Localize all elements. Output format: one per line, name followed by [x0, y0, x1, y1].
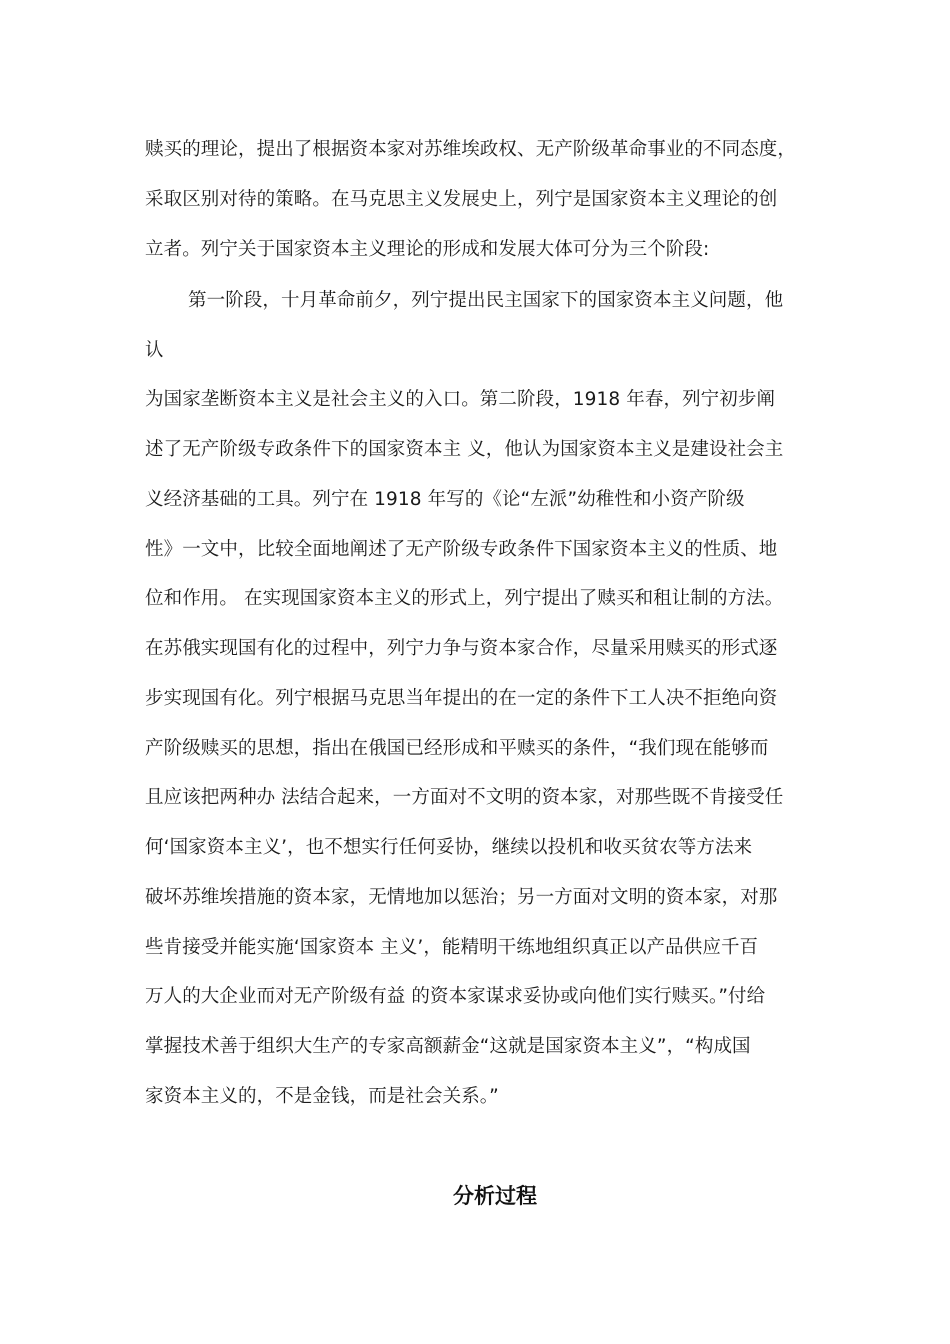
- body-text-line: 些肯接受并能实施‘国家资本 主义’，能精明干练地组织真正以产品供应千百: [145, 937, 759, 958]
- body-text-line: 何‘国家资本主义’，也不想实行任何妥协，继续以投机和收买贫农等方法来: [145, 837, 753, 858]
- body-text-line: 为国家垄断资本主义是社会主义的入口。第二阶段，1918 年春，列宁初步阐: [145, 389, 776, 410]
- body-text-line: 步实现国有化。列宁根据马克思当年提出的在一定的条件下工人决不拒绝向资: [145, 688, 778, 709]
- body-text-line: 位和作用。 在实现国家资本主义的形式上，列宁提出了赎买和租让制的方法。: [145, 588, 784, 609]
- body-text-line: 破坏苏维埃措施的资本家，无情地加以惩治；另一方面对文明的资本家，对那: [145, 887, 778, 908]
- body-text-line: 产阶级赎买的思想，指出在俄国已经形成和平赎买的条件，“我们现在能够而: [145, 738, 769, 759]
- body-text-line: 且应该把两种办 法结合起来，一方面对不文明的资本家，对那些既不肯接受任: [145, 787, 784, 808]
- section-heading: 分析过程: [453, 1184, 537, 1208]
- body-text-line: 赎买的理论，提出了根据资本家对苏维埃政权、无产阶级革命事业的不同态度，: [145, 139, 797, 160]
- body-text-line: 采取区别对待的策略。在马克思主义发展史上，列宁是国家资本主义理论的创: [145, 189, 778, 210]
- body-text-line: 在苏俄实现国有化的过程中，列宁力争与资本家合作，尽量采用赎买的形式逐: [145, 638, 778, 659]
- body-text-line: 掌握技术善于组织大生产的专家高额薪金“这就是国家资本主义”，“构成国: [145, 1036, 751, 1057]
- paragraph-first-line: 第一阶段，十月革命前夕，列宁提出民主国家下的国家资本主义问题，他: [188, 290, 784, 311]
- body-text-line: 义经济基础的工具。列宁在 1918 年写的《论“左派”幼稚性和小资产阶级: [145, 489, 745, 510]
- body-text-line: 性》一文中，比较全面地阐述了无产阶级专政条件下国家资本主义的性质、地: [145, 539, 778, 560]
- body-text-line: 认: [145, 340, 164, 361]
- body-text-line: 家资本主义的，不是金钱，而是社会关系。”: [145, 1086, 499, 1107]
- body-text-line: 述了无产阶级专政条件下的国家资本主 义，他认为国家资本主义是建设社会主: [145, 439, 784, 460]
- body-text-line: 万人的大企业而对无产阶级有益 的资本家谋求妥协或向他们实行赎买。”付给: [145, 986, 766, 1007]
- body-text-line: 立者。列宁关于国家资本主义理论的形成和发展大体可分为三个阶段:: [145, 239, 710, 260]
